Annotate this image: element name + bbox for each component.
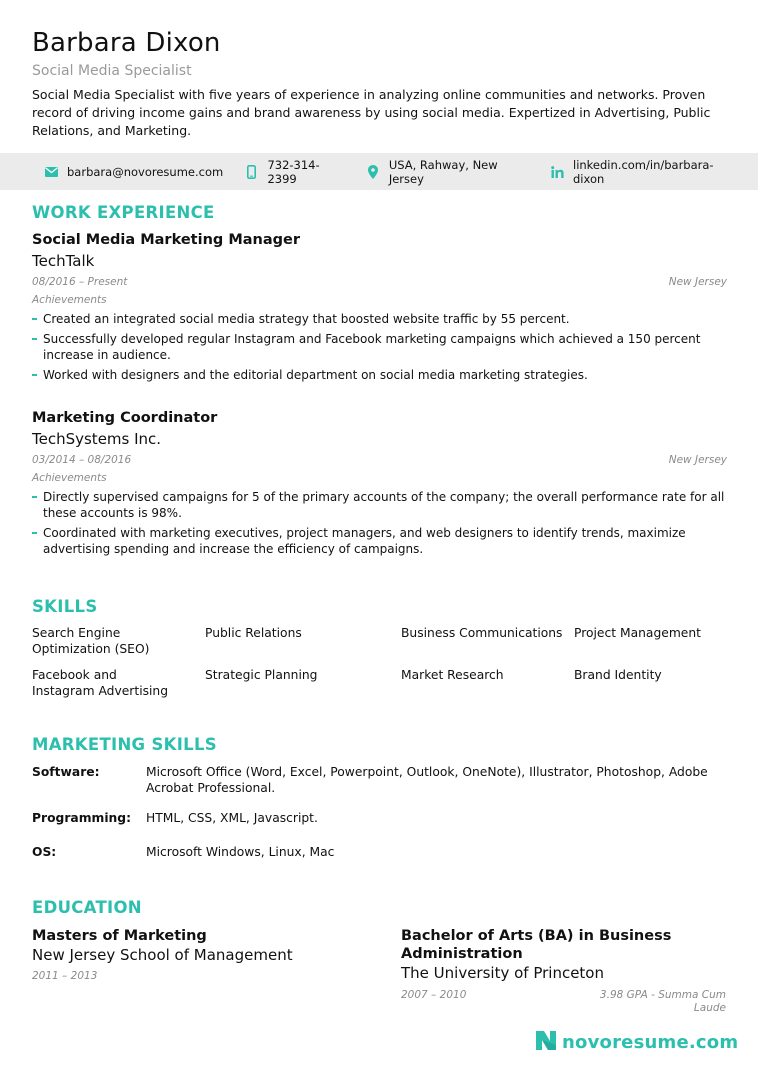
section-title-work: WORK EXPERIENCE	[32, 203, 215, 222]
education-school: The University of Princeton	[401, 964, 604, 982]
email-icon	[44, 165, 58, 179]
marketing-skill-label: Software:	[32, 765, 100, 779]
novoresume-brand-text: novoresume.com	[562, 1031, 739, 1053]
education-school: New Jersey School of Management	[32, 946, 293, 964]
marketing-skill-label: OS:	[32, 845, 57, 859]
education-degree: Masters of Marketing	[32, 928, 207, 944]
skill-item: Business Communications	[401, 626, 563, 640]
marketing-skill-row	[32, 764, 722, 796]
marketing-skill-row	[32, 844, 722, 860]
contact-linkedin[interactable]	[551, 158, 736, 186]
job-dates: 03/2014 – 08/2016	[32, 454, 132, 466]
skill-item: Brand Identity	[574, 668, 662, 682]
education-degree: Bachelor of Arts (BA) in Business Administration	[401, 928, 672, 962]
marketing-skill-value: Microsoft Office (Word, Excel, Powerpoint, Outlook, OneNote), Illustrator, Photoshop, Adobe Acrobat Professional.	[146, 765, 708, 795]
job-company: TechSystems Inc.	[32, 430, 162, 448]
skill-item: Strategic Planning	[205, 668, 318, 682]
education-dates: 2007 – 2010	[401, 989, 467, 1001]
education-gpa: 3.98 GPA - Summa Cum Laude	[599, 989, 726, 1014]
contact-location	[367, 158, 529, 186]
skill-item: Search Engine Optimization (SEO)	[32, 626, 150, 656]
job-location: New Jersey	[668, 454, 727, 466]
profile-summary: Social Media Specialist with five years of experience in analyzing online communities and networks. Proven record of driving income gains and brand awareness by using social media. Expertized in Advertising, Public Relations, and Marketing.	[32, 87, 711, 138]
marketing-skill-value: Microsoft Windows, Linux, Mac	[146, 845, 335, 859]
list-item: Coordinated with marketing executives, project managers, and web designers to identify trends, maximize advertising spending and increase the efficiency of campaigns.	[32, 525, 732, 557]
marketing-skill-row	[32, 810, 722, 826]
location-icon	[367, 165, 380, 179]
novoresume-logo[interactable]	[534, 1029, 738, 1055]
list-item: Worked with designers and the editorial department on social media marketing strategies.	[32, 367, 732, 383]
contact-location-text: USA, Rahway, New Jersey	[388, 157, 498, 186]
job-location: New Jersey	[668, 276, 727, 288]
job-achievements	[32, 489, 732, 561]
job-title: Marketing Coordinator	[32, 410, 218, 426]
marketing-skill-label: Programming:	[32, 811, 132, 825]
list-item: Created an integrated social media strategy that boosted website traffic by 55 percent.	[32, 311, 732, 327]
contact-linkedin-text: linkedin.com/in/barbara-dixon	[573, 157, 714, 186]
phone-icon	[245, 165, 258, 179]
candidate-name: Barbara Dixon	[32, 28, 221, 58]
skill-item: Facebook and Instagram Advertising	[32, 668, 169, 698]
contact-phone[interactable]	[245, 158, 344, 186]
contact-email[interactable]	[44, 165, 223, 179]
education-dates: 2011 – 2013	[32, 970, 98, 982]
skill-item: Market Research	[401, 668, 504, 682]
contact-phone-text: 732-314-2399	[267, 157, 320, 186]
section-title-education: EDUCATION	[32, 898, 142, 917]
linkedin-icon	[551, 165, 564, 179]
job-dates: 08/2016 – Present	[32, 276, 128, 288]
list-item: Directly supervised campaigns for 5 of the primary accounts of the company; the overall performance rate for all these accounts is 98%.	[32, 489, 732, 521]
skill-item: Public Relations	[205, 626, 302, 640]
contact-bar	[0, 153, 758, 190]
list-item: Successfully developed regular Instagram and Facebook marketing campaigns which achieved a 150 percent increase in audience.	[32, 331, 732, 363]
section-title-skills: SKILLS	[32, 597, 98, 616]
job-achievements	[32, 311, 732, 387]
candidate-role: Social Media Specialist	[32, 63, 192, 79]
achievements-label: Achievements	[32, 472, 107, 484]
contact-email-text: barbara@novoresume.com	[67, 164, 224, 179]
marketing-skill-value: HTML, CSS, XML, Javascript.	[146, 811, 318, 825]
skill-item: Project Management	[574, 626, 701, 640]
achievements-label: Achievements	[32, 294, 107, 306]
section-title-marketing-skills: MARKETING SKILLS	[32, 735, 217, 754]
job-company: TechTalk	[32, 252, 95, 270]
job-meta	[32, 276, 727, 288]
job-meta	[32, 454, 727, 466]
novoresume-n-icon	[534, 1029, 558, 1055]
job-title: Social Media Marketing Manager	[32, 232, 301, 248]
